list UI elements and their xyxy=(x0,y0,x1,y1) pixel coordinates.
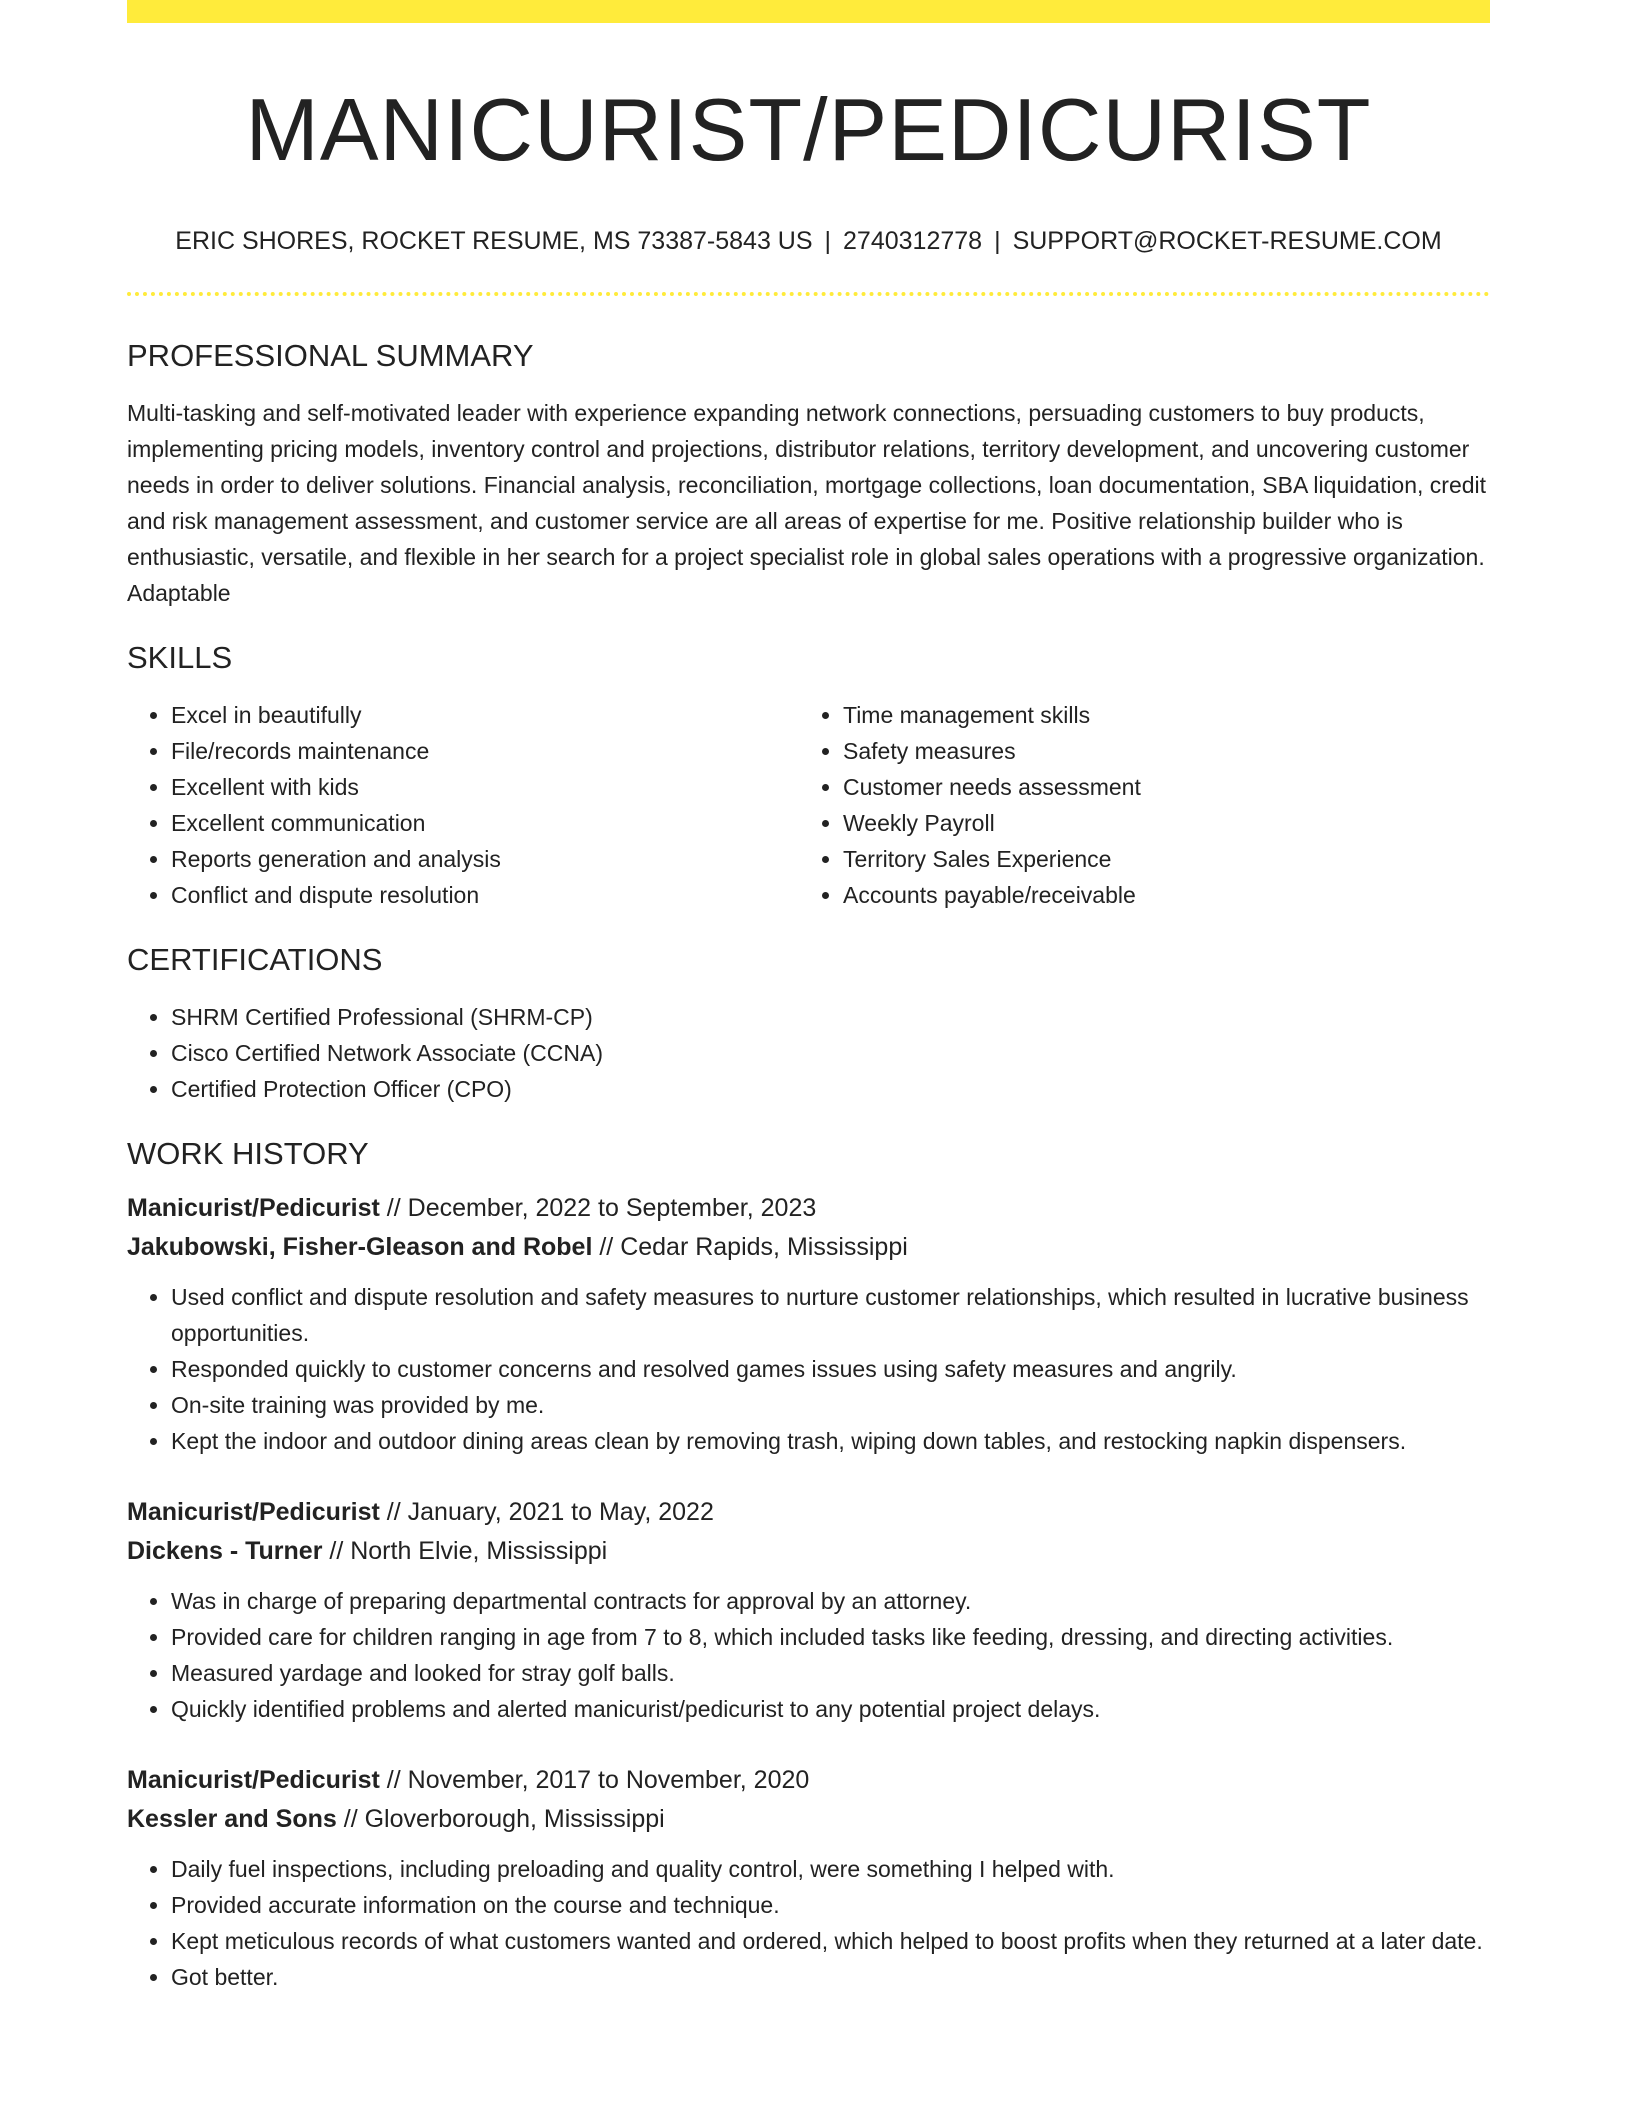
job-location: // Cedar Rapids, Mississippi xyxy=(592,1233,908,1261)
job-title: Manicurist/Pedicurist xyxy=(127,1766,380,1794)
contact-line xyxy=(127,226,1490,256)
certification-item: • Certified Protection Officer (CPO) xyxy=(171,1071,1490,1107)
skill-item: • Excellent communication xyxy=(171,805,799,841)
job-entry xyxy=(127,1189,1490,1459)
certification-item: • SHRM Certified Professional (SHRM-CP) xyxy=(171,999,1490,1035)
skills-column-right xyxy=(799,697,1471,913)
summary-text: Multi-tasking and self-motivated leader with experience expanding network connections, persuading customers to buy products, implementing pricing models, inventory control and projections, distributor relations, territory development, and uncovering customer needs in order to deliver solutions. Financial analysis, reconciliation, mortgage collections, loan documentation, SBA liquidation, credit and risk management assessment, and customer service are all areas of expertise for me. Positive relationship builder who is enthusiastic, versatile, and flexible in her search for a project specialist role in global sales operations with a progressive organization. Adaptable xyxy=(127,400,1487,606)
job-company: Kessler and Sons xyxy=(127,1805,337,1833)
job-bullet: • Provided care for children ranging in age from 7 to 8, which included tasks like feeding, dressing, and directing activities. xyxy=(171,1619,1490,1655)
work-history-heading: WORK HISTORY xyxy=(127,1136,369,1171)
job-title: Manicurist/Pedicurist xyxy=(127,1498,380,1526)
skill-item: • Customer needs assessment xyxy=(843,769,1471,805)
skills-grid xyxy=(127,697,1490,913)
job-company: Dickens - Turner xyxy=(127,1537,323,1565)
job-bullets xyxy=(127,1279,1490,1459)
skill-item: • Excel in beautifully xyxy=(171,697,799,733)
skill-item: • Safety measures xyxy=(843,733,1471,769)
job-dates: // December, 2022 to September, 2023 xyxy=(379,1194,817,1222)
certifications-heading: CERTIFICATIONS xyxy=(127,942,383,977)
job-entry xyxy=(127,1761,1490,1995)
job-dates: // January, 2021 to May, 2022 xyxy=(379,1498,714,1526)
job-bullet: • Measured yardage and looked for stray golf balls. xyxy=(171,1655,1490,1691)
job-location: // Gloverborough, Mississippi xyxy=(336,1805,665,1833)
skill-item: • Accounts payable/receivable xyxy=(843,877,1471,913)
certifications-list xyxy=(127,999,1490,1107)
job-dates: // November, 2017 to November, 2020 xyxy=(379,1766,810,1794)
accent-top-bar xyxy=(127,0,1490,23)
job-title-line xyxy=(127,1761,1490,1800)
job-bullet: • Responded quickly to customer concerns and resolved games issues using safety measures and angrily. xyxy=(171,1351,1490,1387)
job-bullets xyxy=(127,1851,1490,1995)
job-bullet: • Used conflict and dispute resolution and safety measures to nurture customer relationships, which resulted in lucrative business opportunities. xyxy=(171,1279,1490,1351)
certification-item: • Cisco Certified Network Associate (CCNA) xyxy=(171,1035,1490,1071)
dotted-divider xyxy=(127,292,1490,296)
contact-address: ERIC SHORES, ROCKET RESUME, MS 73387-5843 US xyxy=(175,227,813,255)
job-bullet: • On-site training was provided by me. xyxy=(171,1387,1490,1423)
skill-item: • Time management skills xyxy=(843,697,1471,733)
resume-title: MANICURIST/PEDICURIST xyxy=(245,80,1372,179)
job-company-line xyxy=(127,1228,1490,1267)
job-company-line xyxy=(127,1800,1490,1839)
summary-heading: PROFESSIONAL SUMMARY xyxy=(127,338,534,373)
job-title: Manicurist/Pedicurist xyxy=(127,1194,380,1222)
job-bullet: • Got better. xyxy=(171,1959,1490,1995)
job-bullets-wrap xyxy=(127,1279,1490,1459)
skill-item: • Territory Sales Experience xyxy=(843,841,1471,877)
skills-column-left xyxy=(127,697,799,913)
skills-heading: SKILLS xyxy=(127,640,233,675)
skills-list-left xyxy=(127,697,799,913)
resume-page xyxy=(127,0,1490,1995)
job-entry xyxy=(127,1493,1490,1727)
job-bullet: • Daily fuel inspections, including preloading and quality control, were something I helped with. xyxy=(171,1851,1490,1887)
job-title-line xyxy=(127,1189,1490,1228)
certifications-list-wrap xyxy=(127,999,1490,1107)
job-bullets-wrap xyxy=(127,1583,1490,1727)
job-bullets-wrap xyxy=(127,1851,1490,1995)
job-bullet: • Quickly identified problems and alerted manicurist/pedicurist to any potential project delays. xyxy=(171,1691,1490,1727)
job-bullet: • Kept meticulous records of what customers wanted and ordered, which helped to boost profits when they returned at a later date. xyxy=(171,1923,1490,1959)
job-bullet: • Provided accurate information on the course and technique. xyxy=(171,1887,1490,1923)
contact-phone: 2740312778 xyxy=(843,227,983,255)
skill-item: • Excellent with kids xyxy=(171,769,799,805)
job-location: // North Elvie, Mississippi xyxy=(322,1537,608,1565)
job-company: Jakubowski, Fisher-Gleason and Robel xyxy=(127,1233,593,1261)
job-bullets xyxy=(127,1583,1490,1727)
job-bullet: • Kept the indoor and outdoor dining areas clean by removing trash, wiping down tables, and restocking napkin dispensers. xyxy=(171,1423,1490,1459)
skill-item: • Conflict and dispute resolution xyxy=(171,877,799,913)
skill-item: • Reports generation and analysis xyxy=(171,841,799,877)
contact-email: SUPPORT@ROCKET-RESUME.COM xyxy=(1012,227,1442,255)
contact-separator: | xyxy=(994,227,1001,255)
skill-item: • File/records maintenance xyxy=(171,733,799,769)
skills-list-right xyxy=(799,697,1471,913)
job-bullet: • Was in charge of preparing departmental contracts for approval by an attorney. xyxy=(171,1583,1490,1619)
skill-item: • Weekly Payroll xyxy=(843,805,1471,841)
contact-separator: | xyxy=(824,227,832,255)
job-company-line xyxy=(127,1532,1490,1571)
job-title-line xyxy=(127,1493,1490,1532)
